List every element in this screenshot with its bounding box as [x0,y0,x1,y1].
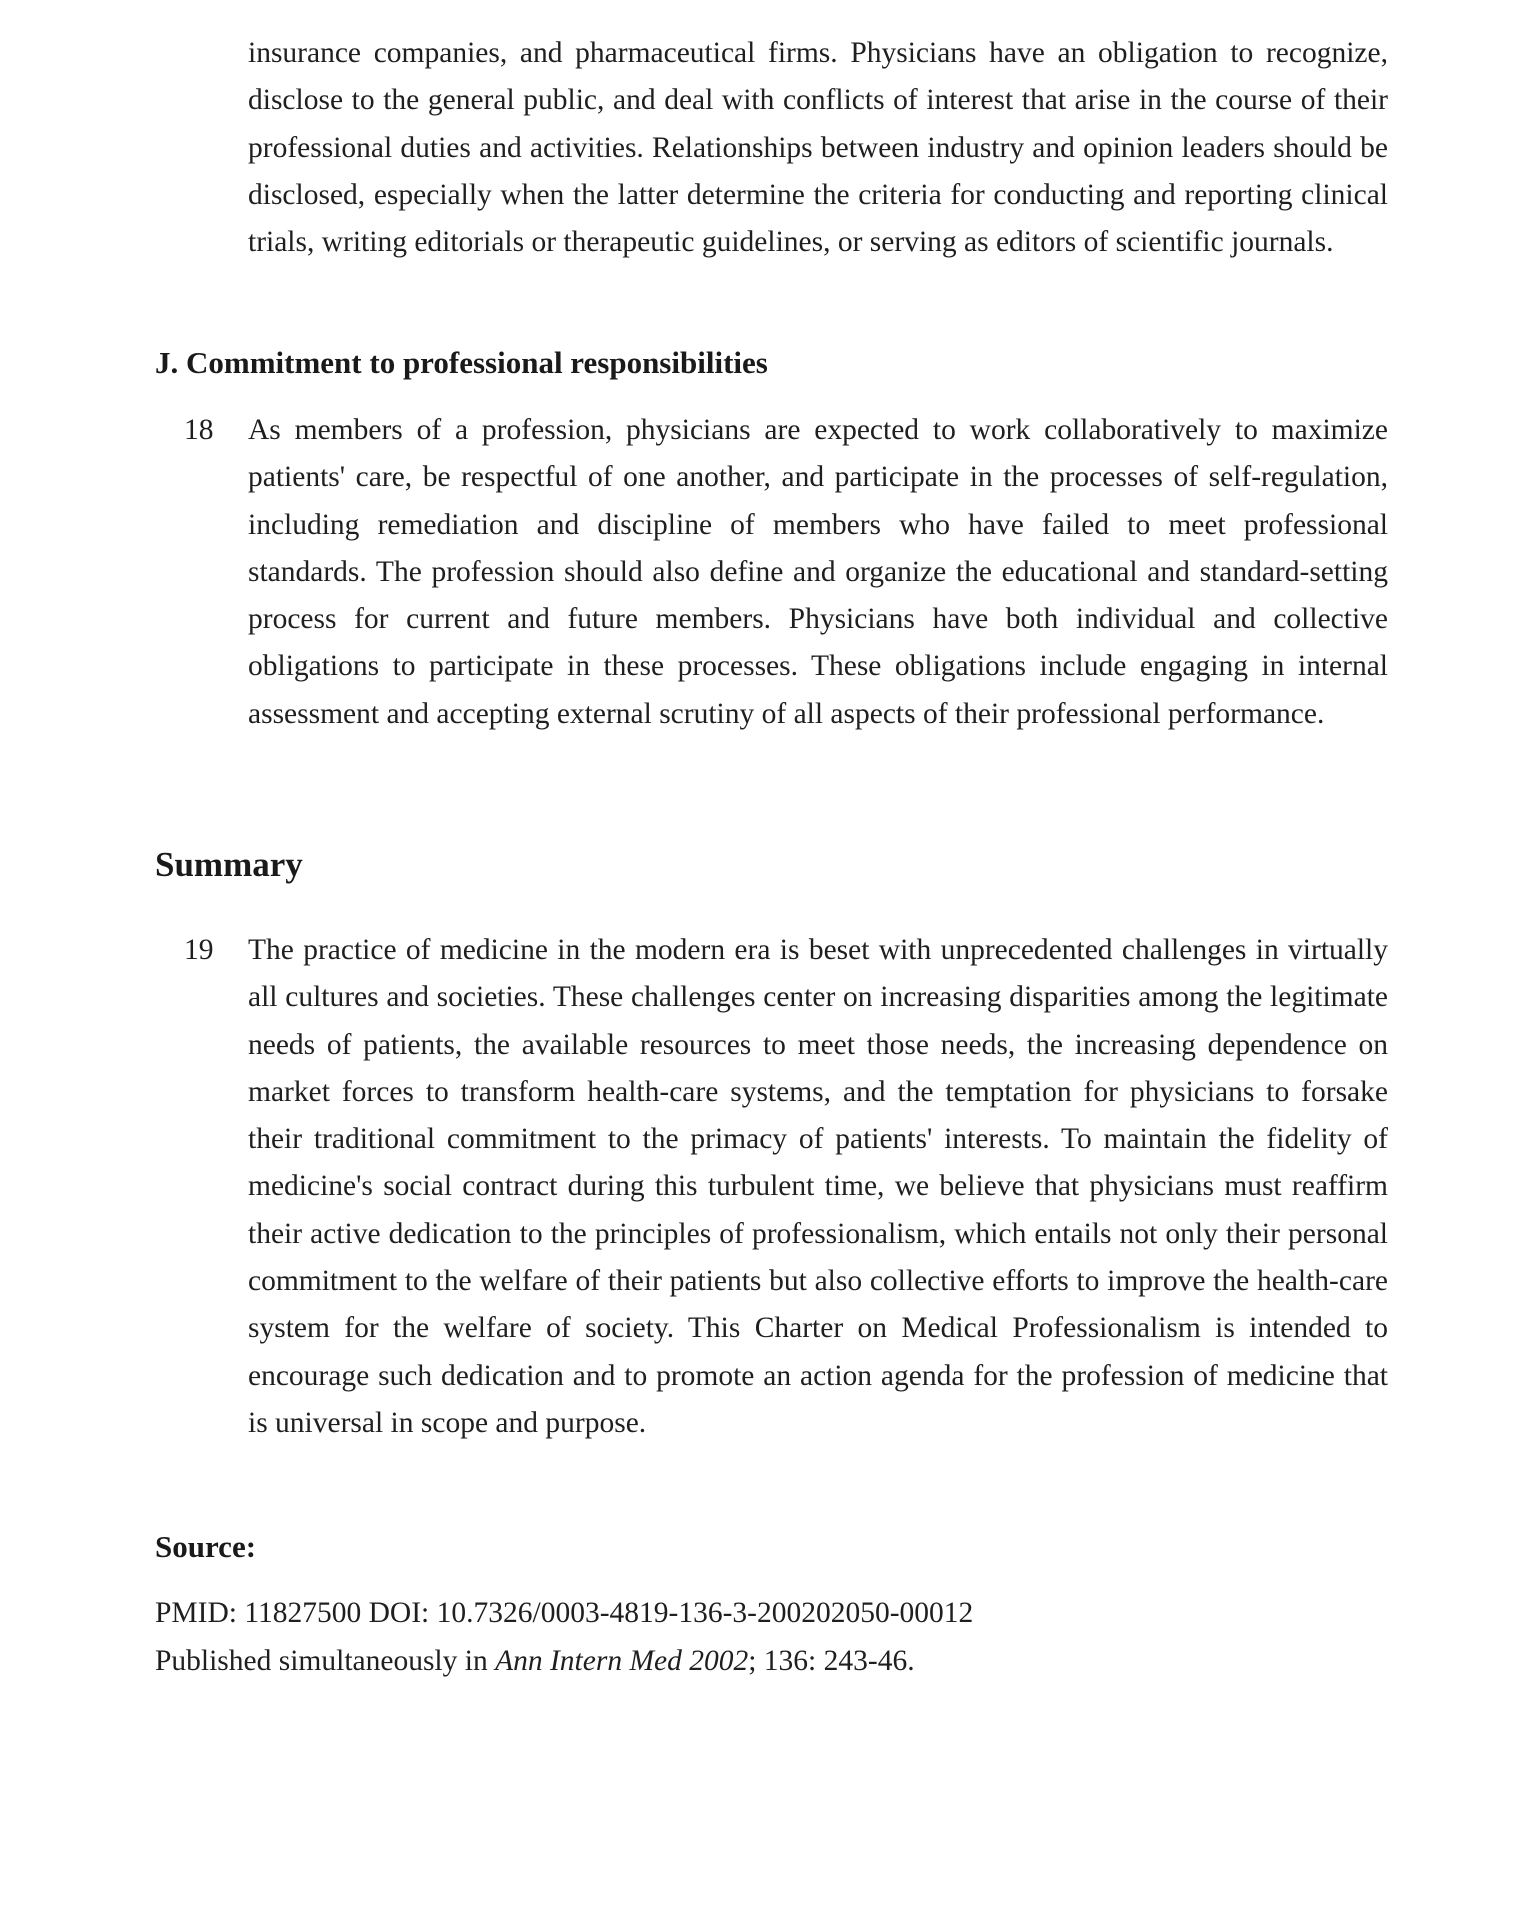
summary-heading: Summary [155,845,303,884]
source-ids-line: PMID: 11827500 DOI: 10.7326/0003-4819-136-3-200202050-00012 [155,1597,974,1629]
section-heading-j: J. Commitment to professional responsibilities [155,345,768,380]
source-heading: Source: [155,1529,257,1564]
continuation-paragraph: insurance companies, and pharmaceutical firms. Physicians have an obligation to recognize, disclose to the general public, and deal with conflicts of interest that arise in the course of their professional duties and activities. Relationships between industry and opinion leaders should be disclosed, especially when the latter determine the criteria for conducting and reporting clinical trials, writing editorials or therapeutic guidelines, or serving as editors of scientific journals. [248,37,1388,259]
source-publication-line [155,1641,915,1681]
journal-name: Ann Intern Med 2002 [495,1645,749,1677]
paragraph-number-19: 19 [184,934,214,966]
citation-details: ; 136: 243-46. [748,1645,915,1677]
paragraph-18: As members of a profession, physicians are expected to work collaboratively to maximize patients' care, be respectful of one another, and participate in the processes of self-regulation, including remediation and discipline of members who have failed to meet professional standards. The profession should also define and organize the educational and standard-setting process for current and future members. Physicians have both individual and collective obligations to participate in these processes. These obligations include engaging in internal assessment and accepting external scrutiny of all aspects of their professional performance. [248,414,1388,730]
publication-prefix: Published simultaneously in [155,1645,496,1677]
paragraph-number-18: 18 [184,414,214,446]
paragraph-19: The practice of medicine in the modern era is beset with unprecedented challenges in virtually all cultures and societies. These challenges center on increasing disparities among the legitimate needs of patients, the available resources to meet those needs, the increasing dependence on market forces to transform health-care systems, and the temptation for physicians to forsake their traditional commitment to the primacy of patients' interests. To maintain the fidelity of medicine's social contract during this turbulent time, we believe that physicians must reaffirm their active dedication to the principles of professionalism, which entails not only their personal commitment to the welfare of their patients but also collective efforts to improve the health-care system for the welfare of society. This Charter on Medical Professionalism is intended to encourage such dedication and to promote an action agenda for the profession of medicine that is universal in scope and purpose. [248,934,1388,1439]
